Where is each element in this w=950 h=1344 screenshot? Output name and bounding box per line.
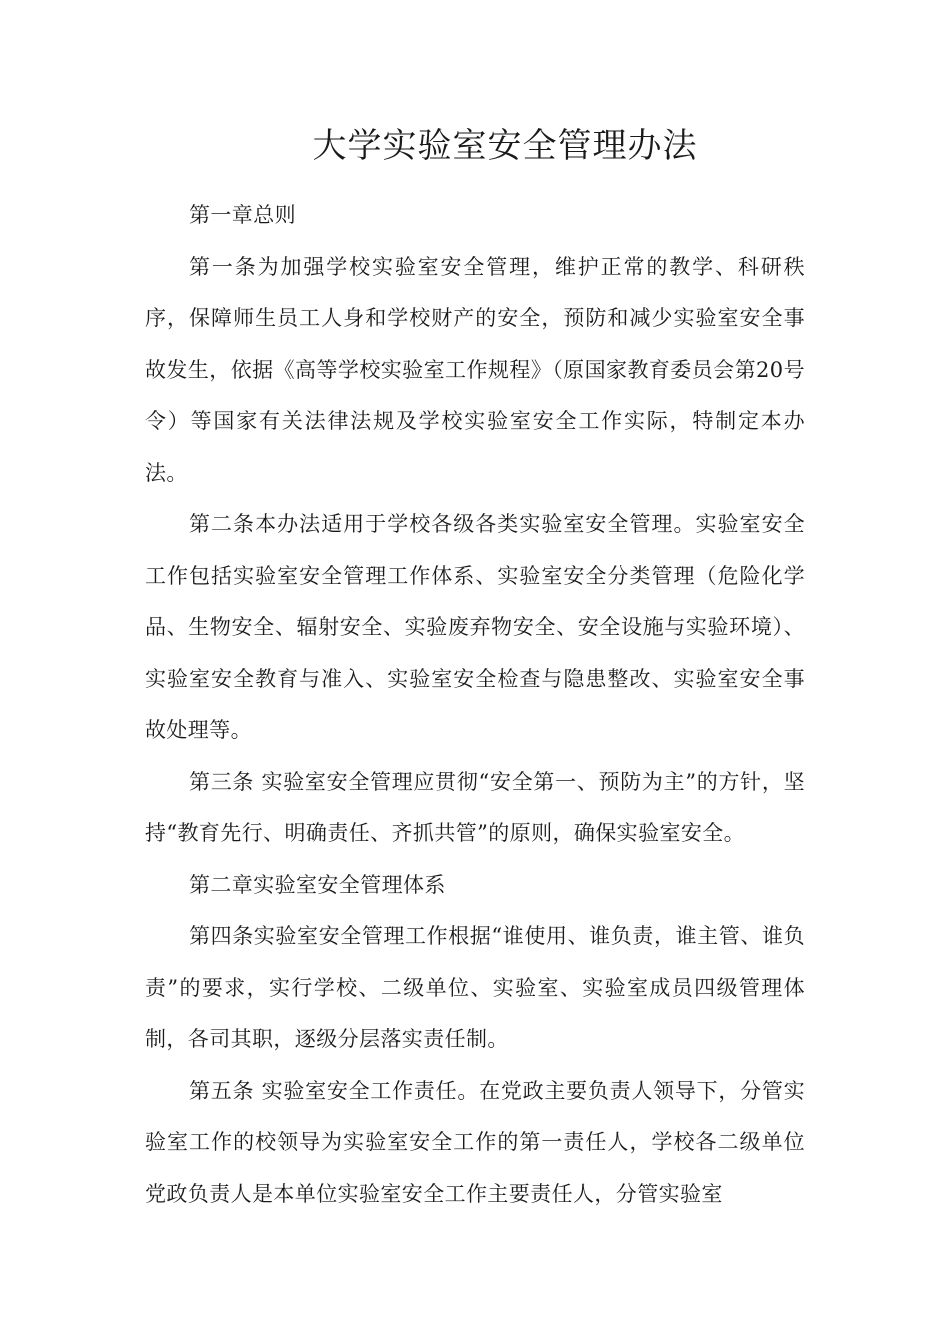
document-body bbox=[145, 190, 805, 1220]
article-paragraph-5: 第五条 实验室安全工作责任。在党政主要负责人领导下，分管实验室工作的校领导为实验室安全工作的第一责任人，学校各二级单位党政负责人是本单位实验室安全工作主要责任人，分管实验室 bbox=[145, 1078, 805, 1206]
article-paragraph-3: 第三条 实验室安全管理应贯彻“安全第一、预防为主”的方针，坚持“教育先行、明确责任、齐抓共管”的原则，确保实验室安全。 bbox=[145, 769, 805, 845]
article-paragraph-2: 第二条本办法适用于学校各级各类实验室安全管理。实验室安全工作包括实验室安全管理工作体系、实验室安全分类管理（危险化学品、生物安全、辐射安全、实验废弃物安全、安全设施与实验环境）、实验室安全教育与准入、实验室安全检查与隐患整改、实验室安全事故处理等。 bbox=[145, 512, 805, 742]
document-title: 大学实验室安全管理办法 bbox=[312, 126, 698, 166]
article-paragraph-4: 第四条实验室安全管理工作根据“谁使用、谁负责，谁主管、谁负责”的要求，实行学校、二级单位、实验室、实验室成员四级管理体制，各司其职，逐级分层落实责任制。 bbox=[145, 924, 805, 1051]
chapter-heading-2: 第二章实验室安全管理体系 bbox=[189, 872, 446, 897]
article-paragraph-1: 第一条为加强学校实验室安全管理，维护正常的教学、科研秩序，保障师生员工人身和学校财产的安全，预防和减少实验室安全事故发生，依据《高等学校实验室工作规程》（原国家教育委员会第20号令）等国家有关法律法规及学校实验室安全工作实际，特制定本办法。 bbox=[145, 254, 805, 485]
chapter-heading-1: 第一章总则 bbox=[189, 203, 296, 227]
